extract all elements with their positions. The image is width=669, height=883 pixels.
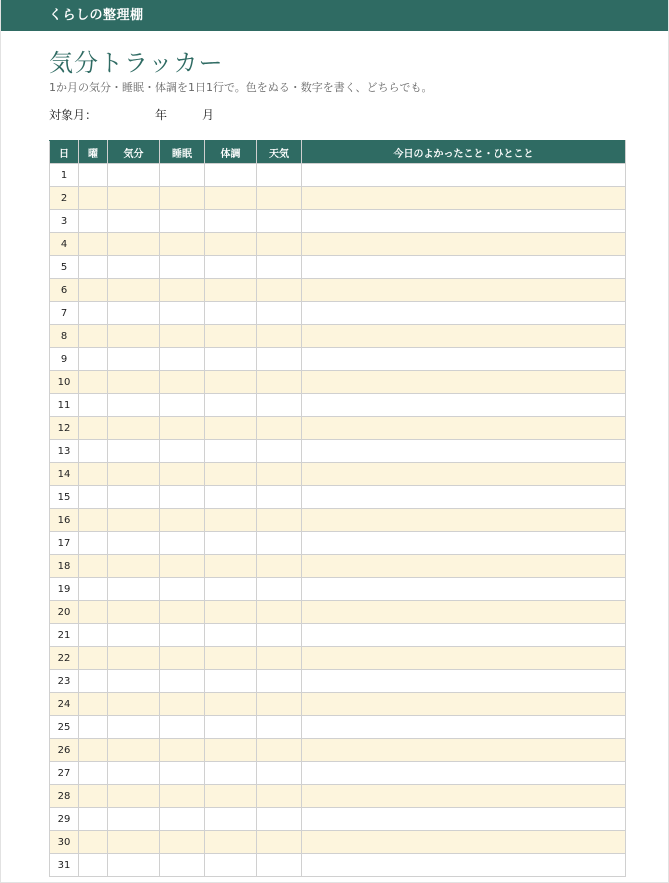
weekday-cell[interactable] (79, 532, 108, 555)
sleep-cell[interactable] (160, 532, 205, 555)
weekday-cell[interactable] (79, 233, 108, 256)
good-thing-cell[interactable] (302, 601, 626, 624)
header-day: 日 (50, 141, 79, 164)
weather-cell[interactable] (257, 762, 302, 785)
condition-cell[interactable] (205, 555, 257, 578)
weather-cell[interactable] (257, 371, 302, 394)
mood-cell[interactable] (108, 486, 160, 509)
weather-cell[interactable] (257, 739, 302, 762)
good-thing-cell[interactable] (302, 302, 626, 325)
weekday-cell[interactable] (79, 417, 108, 440)
day-number-cell: 4 (50, 233, 79, 256)
good-thing-cell[interactable] (302, 716, 626, 739)
table-row (50, 279, 626, 302)
mood-cell[interactable] (108, 762, 160, 785)
good-thing-cell[interactable] (302, 578, 626, 601)
sleep-cell[interactable] (160, 808, 205, 831)
table-row (50, 831, 626, 854)
mood-cell[interactable] (108, 693, 160, 716)
sleep-cell[interactable] (160, 256, 205, 279)
good-thing-cell[interactable] (302, 210, 626, 233)
weather-cell[interactable] (257, 555, 302, 578)
good-thing-cell[interactable] (302, 325, 626, 348)
good-thing-cell[interactable] (302, 371, 626, 394)
weather-cell[interactable] (257, 509, 302, 532)
condition-cell[interactable] (205, 854, 257, 877)
sleep-cell[interactable] (160, 210, 205, 233)
weather-cell[interactable] (257, 808, 302, 831)
weather-cell[interactable] (257, 210, 302, 233)
condition-cell[interactable] (205, 417, 257, 440)
weekday-cell[interactable] (79, 325, 108, 348)
mood-cell[interactable] (108, 739, 160, 762)
sleep-cell[interactable] (160, 348, 205, 371)
table-row (50, 716, 626, 739)
condition-cell[interactable] (205, 348, 257, 371)
condition-cell[interactable] (205, 325, 257, 348)
day-number-cell: 21 (50, 624, 79, 647)
weekday-cell[interactable] (79, 647, 108, 670)
good-thing-cell[interactable] (302, 854, 626, 877)
weather-cell[interactable] (257, 187, 302, 210)
condition-cell[interactable] (205, 440, 257, 463)
table-row (50, 785, 626, 808)
day-number-cell: 1 (50, 164, 79, 187)
weekday-cell[interactable] (79, 762, 108, 785)
day-number-cell: 17 (50, 532, 79, 555)
header-condition: 体調 (205, 141, 257, 164)
table-row (50, 394, 626, 417)
sleep-cell[interactable] (160, 279, 205, 302)
weekday-cell[interactable] (79, 785, 108, 808)
weather-cell[interactable] (257, 256, 302, 279)
condition-cell[interactable] (205, 256, 257, 279)
table-header-row (50, 141, 626, 164)
weather-cell[interactable] (257, 831, 302, 854)
good-thing-cell[interactable] (302, 486, 626, 509)
weather-cell[interactable] (257, 463, 302, 486)
weekday-cell[interactable] (79, 509, 108, 532)
condition-cell[interactable] (205, 302, 257, 325)
weather-cell[interactable] (257, 578, 302, 601)
year-label: 年 (155, 108, 168, 122)
condition-cell[interactable] (205, 762, 257, 785)
sleep-cell[interactable] (160, 371, 205, 394)
weather-cell[interactable] (257, 647, 302, 670)
table-row (50, 486, 626, 509)
day-number-cell: 7 (50, 302, 79, 325)
target-month-label: 対象月： (49, 108, 98, 122)
mood-cell[interactable] (108, 532, 160, 555)
good-thing-cell[interactable] (302, 440, 626, 463)
table-row (50, 532, 626, 555)
condition-cell[interactable] (205, 739, 257, 762)
weekday-cell[interactable] (79, 463, 108, 486)
good-thing-cell[interactable] (302, 670, 626, 693)
good-thing-cell[interactable] (302, 808, 626, 831)
weather-cell[interactable] (257, 279, 302, 302)
weather-cell[interactable] (257, 854, 302, 877)
condition-cell[interactable] (205, 808, 257, 831)
good-thing-cell[interactable] (302, 532, 626, 555)
condition-cell[interactable] (205, 670, 257, 693)
mood-cell[interactable] (108, 325, 160, 348)
condition-cell[interactable] (205, 394, 257, 417)
weekday-cell[interactable] (79, 187, 108, 210)
good-thing-cell[interactable] (302, 394, 626, 417)
weather-cell[interactable] (257, 670, 302, 693)
condition-cell[interactable] (205, 210, 257, 233)
sleep-cell[interactable] (160, 670, 205, 693)
day-number-cell: 29 (50, 808, 79, 831)
table-row (50, 555, 626, 578)
day-number-cell: 28 (50, 785, 79, 808)
weather-cell[interactable] (257, 532, 302, 555)
mood-cell[interactable] (108, 371, 160, 394)
table-row (50, 670, 626, 693)
brand-header: くらしの整理棚 (1, 0, 668, 31)
condition-cell[interactable] (205, 463, 257, 486)
mood-cell[interactable] (108, 279, 160, 302)
weekday-cell[interactable] (79, 808, 108, 831)
weekday-cell[interactable] (79, 854, 108, 877)
weather-cell[interactable] (257, 440, 302, 463)
condition-cell[interactable] (205, 371, 257, 394)
condition-cell[interactable] (205, 785, 257, 808)
weekday-cell[interactable] (79, 440, 108, 463)
day-number-cell: 10 (50, 371, 79, 394)
sleep-cell[interactable] (160, 854, 205, 877)
day-number-cell: 24 (50, 693, 79, 716)
good-thing-cell[interactable] (302, 785, 626, 808)
condition-cell[interactable] (205, 716, 257, 739)
weather-cell[interactable] (257, 394, 302, 417)
mood-cell[interactable] (108, 463, 160, 486)
weekday-cell[interactable] (79, 210, 108, 233)
sleep-cell[interactable] (160, 486, 205, 509)
sleep-cell[interactable] (160, 394, 205, 417)
mood-cell[interactable] (108, 808, 160, 831)
page-subtitle: 1か月の気分・睡眠・体調を1日1行で。色をぬる・数字を書く、どちらでも。 (49, 81, 433, 94)
weather-cell[interactable] (257, 302, 302, 325)
weather-cell[interactable] (257, 624, 302, 647)
mood-cell[interactable] (108, 302, 160, 325)
mood-cell[interactable] (108, 394, 160, 417)
good-thing-cell[interactable] (302, 509, 626, 532)
day-number-cell: 19 (50, 578, 79, 601)
good-thing-cell[interactable] (302, 762, 626, 785)
weekday-cell[interactable] (79, 348, 108, 371)
table-row (50, 302, 626, 325)
sleep-cell[interactable] (160, 325, 205, 348)
table-row (50, 601, 626, 624)
weekday-cell[interactable] (79, 486, 108, 509)
good-thing-cell[interactable] (302, 279, 626, 302)
table-row (50, 693, 626, 716)
mood-cell[interactable] (108, 210, 160, 233)
mood-cell[interactable] (108, 647, 160, 670)
mood-cell[interactable] (108, 785, 160, 808)
sleep-cell[interactable] (160, 555, 205, 578)
weather-cell[interactable] (257, 325, 302, 348)
day-number-cell: 26 (50, 739, 79, 762)
table-row (50, 325, 626, 348)
table-row (50, 164, 626, 187)
sleep-cell[interactable] (160, 187, 205, 210)
weather-cell[interactable] (257, 417, 302, 440)
good-thing-cell[interactable] (302, 348, 626, 371)
sleep-cell[interactable] (160, 693, 205, 716)
good-thing-cell[interactable] (302, 256, 626, 279)
sleep-cell[interactable] (160, 578, 205, 601)
good-thing-cell[interactable] (302, 693, 626, 716)
weekday-cell[interactable] (79, 555, 108, 578)
table-row (50, 256, 626, 279)
table-row (50, 210, 626, 233)
day-number-cell: 11 (50, 394, 79, 417)
weekday-cell[interactable] (79, 164, 108, 187)
day-number-cell: 13 (50, 440, 79, 463)
good-thing-cell[interactable] (302, 233, 626, 256)
condition-cell[interactable] (205, 233, 257, 256)
condition-cell[interactable] (205, 532, 257, 555)
page-title: 気分トラッカー (49, 49, 224, 77)
mood-cell[interactable] (108, 348, 160, 371)
weekday-cell[interactable] (79, 256, 108, 279)
condition-cell[interactable] (205, 578, 257, 601)
condition-cell[interactable] (205, 647, 257, 670)
condition-cell[interactable] (205, 509, 257, 532)
table-row (50, 348, 626, 371)
condition-cell[interactable] (205, 486, 257, 509)
header-sleep: 睡眠 (160, 141, 205, 164)
header-weekday: 曜 (79, 141, 108, 164)
mood-cell[interactable] (108, 164, 160, 187)
weather-cell[interactable] (257, 601, 302, 624)
good-thing-cell[interactable] (302, 555, 626, 578)
condition-cell[interactable] (205, 279, 257, 302)
table-row (50, 463, 626, 486)
weekday-cell[interactable] (79, 601, 108, 624)
mood-cell[interactable] (108, 233, 160, 256)
sleep-cell[interactable] (160, 785, 205, 808)
weather-cell[interactable] (257, 486, 302, 509)
mood-cell[interactable] (108, 854, 160, 877)
mood-cell[interactable] (108, 624, 160, 647)
mood-cell[interactable] (108, 831, 160, 854)
weather-cell[interactable] (257, 164, 302, 187)
sleep-cell[interactable] (160, 601, 205, 624)
table-row (50, 762, 626, 785)
day-number-cell: 12 (50, 417, 79, 440)
sleep-cell[interactable] (160, 417, 205, 440)
tracker-body (50, 164, 626, 877)
sleep-cell[interactable] (160, 302, 205, 325)
weekday-cell[interactable] (79, 670, 108, 693)
table-row (50, 187, 626, 210)
day-number-cell: 15 (50, 486, 79, 509)
table-row (50, 440, 626, 463)
sleep-cell[interactable] (160, 647, 205, 670)
sleep-cell[interactable] (160, 624, 205, 647)
header-good-thing: 今日のよかったこと・ひとこと (302, 141, 626, 164)
sleep-cell[interactable] (160, 440, 205, 463)
table-row (50, 371, 626, 394)
good-thing-cell[interactable] (302, 463, 626, 486)
good-thing-cell[interactable] (302, 624, 626, 647)
sleep-cell[interactable] (160, 831, 205, 854)
condition-cell[interactable] (205, 693, 257, 716)
condition-cell[interactable] (205, 831, 257, 854)
day-number-cell: 9 (50, 348, 79, 371)
good-thing-cell[interactable] (302, 417, 626, 440)
good-thing-cell[interactable] (302, 164, 626, 187)
weekday-cell[interactable] (79, 693, 108, 716)
weekday-cell[interactable] (79, 302, 108, 325)
weather-cell[interactable] (257, 348, 302, 371)
table-row (50, 509, 626, 532)
day-number-cell: 5 (50, 256, 79, 279)
weekday-cell[interactable] (79, 394, 108, 417)
sleep-cell[interactable] (160, 164, 205, 187)
good-thing-cell[interactable] (302, 831, 626, 854)
weekday-cell[interactable] (79, 739, 108, 762)
day-number-cell: 27 (50, 762, 79, 785)
day-number-cell: 22 (50, 647, 79, 670)
mood-cell[interactable] (108, 417, 160, 440)
condition-cell[interactable] (205, 624, 257, 647)
month-label: 月 (202, 108, 215, 122)
weekday-cell[interactable] (79, 279, 108, 302)
mood-cell[interactable] (108, 440, 160, 463)
day-number-cell: 20 (50, 601, 79, 624)
tracker-table (49, 140, 626, 877)
day-number-cell: 3 (50, 210, 79, 233)
sleep-cell[interactable] (160, 463, 205, 486)
header-mood: 気分 (108, 141, 160, 164)
table-row (50, 647, 626, 670)
condition-cell[interactable] (205, 164, 257, 187)
table-row (50, 808, 626, 831)
day-number-cell: 31 (50, 854, 79, 877)
sleep-cell[interactable] (160, 716, 205, 739)
sleep-cell[interactable] (160, 739, 205, 762)
header-weather: 天気 (257, 141, 302, 164)
weather-cell[interactable] (257, 693, 302, 716)
mood-cell[interactable] (108, 187, 160, 210)
weather-cell[interactable] (257, 233, 302, 256)
mood-cell[interactable] (108, 555, 160, 578)
mood-cell[interactable] (108, 716, 160, 739)
weather-cell[interactable] (257, 785, 302, 808)
good-thing-cell[interactable] (302, 187, 626, 210)
weekday-cell[interactable] (79, 716, 108, 739)
condition-cell[interactable] (205, 601, 257, 624)
weekday-cell[interactable] (79, 371, 108, 394)
day-number-cell: 30 (50, 831, 79, 854)
mood-cell[interactable] (108, 601, 160, 624)
mood-cell[interactable] (108, 578, 160, 601)
day-number-cell: 6 (50, 279, 79, 302)
weekday-cell[interactable] (79, 578, 108, 601)
weekday-cell[interactable] (79, 624, 108, 647)
day-number-cell: 2 (50, 187, 79, 210)
good-thing-cell[interactable] (302, 739, 626, 762)
mood-cell[interactable] (108, 256, 160, 279)
condition-cell[interactable] (205, 187, 257, 210)
table-row (50, 739, 626, 762)
table-row (50, 624, 626, 647)
day-number-cell: 16 (50, 509, 79, 532)
mood-cell[interactable] (108, 670, 160, 693)
day-number-cell: 25 (50, 716, 79, 739)
sleep-cell[interactable] (160, 762, 205, 785)
target-month-row (49, 107, 214, 123)
sleep-cell[interactable] (160, 233, 205, 256)
mood-cell[interactable] (108, 509, 160, 532)
table-row (50, 578, 626, 601)
day-number-cell: 23 (50, 670, 79, 693)
weekday-cell[interactable] (79, 831, 108, 854)
table-row (50, 417, 626, 440)
day-number-cell: 8 (50, 325, 79, 348)
weather-cell[interactable] (257, 716, 302, 739)
sleep-cell[interactable] (160, 509, 205, 532)
table-row (50, 233, 626, 256)
day-number-cell: 14 (50, 463, 79, 486)
day-number-cell: 18 (50, 555, 79, 578)
table-row (50, 854, 626, 877)
good-thing-cell[interactable] (302, 647, 626, 670)
